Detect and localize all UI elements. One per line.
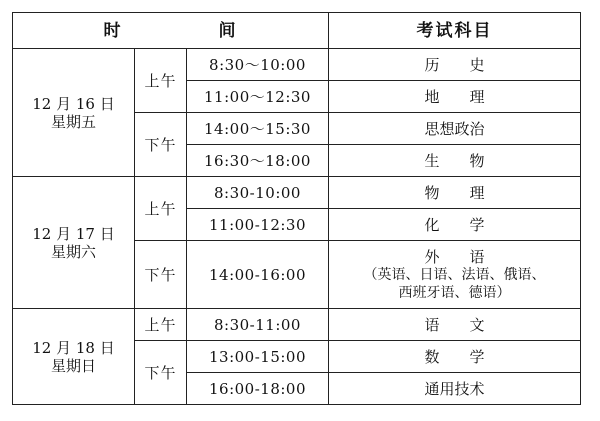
slot-subject: 语 文 bbox=[329, 309, 581, 341]
slot-time: 16:30～18:00 bbox=[187, 145, 329, 177]
slot-subject: 历 史 bbox=[329, 49, 581, 81]
slot-time: 11:00～12:30 bbox=[187, 81, 329, 113]
day-weekday: 星期日 bbox=[50, 356, 96, 375]
day-cell bbox=[13, 309, 135, 405]
subjects-header: 考试科目 bbox=[329, 13, 581, 49]
slot-time: 14:00-16:00 bbox=[187, 241, 329, 309]
time-header-right: 间 bbox=[218, 20, 238, 41]
table-row bbox=[13, 49, 581, 81]
period-am: 上午 bbox=[135, 49, 187, 113]
slot-time: 13:00-15:00 bbox=[187, 341, 329, 373]
slot-time: 14:00～15:30 bbox=[187, 113, 329, 145]
slot-time: 8:30～10:00 bbox=[187, 49, 329, 81]
slot-subject: 化 学 bbox=[329, 209, 581, 241]
slot-subject: 地 理 bbox=[329, 81, 581, 113]
slot-subject: 思想政治 bbox=[329, 113, 581, 145]
time-header bbox=[13, 13, 329, 49]
slot-subject: 物 理 bbox=[329, 177, 581, 209]
subject-languages-line1: （英语、日语、法语、俄语、 bbox=[363, 266, 546, 283]
period-am: 上午 bbox=[135, 177, 187, 241]
slot-subject-multiline bbox=[329, 241, 581, 309]
subject-languages-line2: 西班牙语、德语） bbox=[398, 284, 511, 301]
slot-subject: 生 物 bbox=[329, 145, 581, 177]
day-date: 12 月 17 日 bbox=[32, 224, 115, 243]
day-weekday: 星期六 bbox=[50, 242, 96, 261]
slot-time: 8:30-11:00 bbox=[187, 309, 329, 341]
header-row bbox=[13, 13, 581, 49]
period-pm: 下午 bbox=[135, 241, 187, 309]
slot-time: 11:00-12:30 bbox=[187, 209, 329, 241]
day-cell bbox=[13, 177, 135, 309]
day-cell bbox=[13, 49, 135, 177]
period-pm: 下午 bbox=[135, 341, 187, 405]
period-am: 上午 bbox=[135, 309, 187, 341]
table-row bbox=[13, 177, 581, 209]
day-weekday: 星期五 bbox=[50, 112, 96, 131]
time-header-left: 时 bbox=[103, 20, 123, 41]
exam-schedule-table bbox=[12, 12, 581, 405]
slot-time: 16:00-18:00 bbox=[187, 373, 329, 405]
slot-subject: 通用技术 bbox=[329, 373, 581, 405]
subject-line: 外 语 bbox=[424, 247, 485, 266]
day-date: 12 月 16 日 bbox=[32, 94, 115, 113]
period-pm: 下午 bbox=[135, 113, 187, 177]
table-row bbox=[13, 309, 581, 341]
slot-time: 8:30-10:00 bbox=[187, 177, 329, 209]
slot-subject: 数 学 bbox=[329, 341, 581, 373]
day-date: 12 月 18 日 bbox=[32, 338, 115, 357]
